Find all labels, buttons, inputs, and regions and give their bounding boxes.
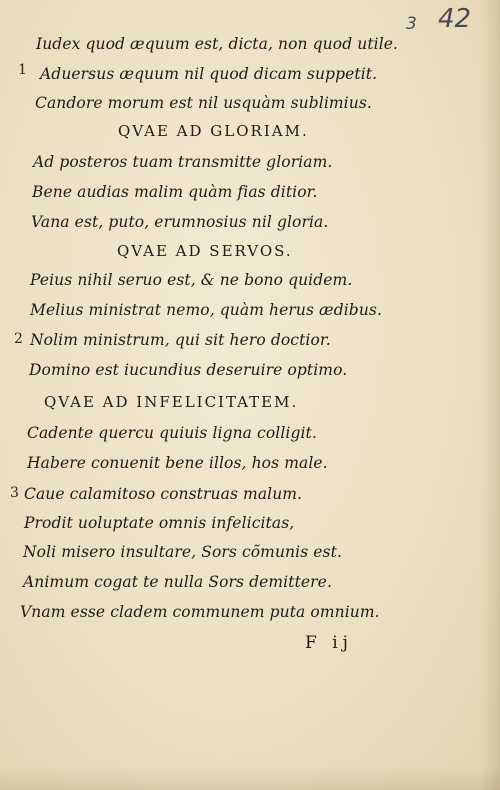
- verse-line: Domino est iucundius deseruire optimo.: [29, 361, 348, 379]
- folio-note-small: 3: [406, 14, 417, 34]
- verse-line: Animum cogat te nulla Sors demittere.: [23, 573, 332, 591]
- verse-line: Candore morum est nil usquàm sublimius.: [35, 94, 372, 112]
- page-bottom-shadow: [0, 766, 500, 790]
- section-heading-servos: QVAE AD SERVOS.: [117, 242, 293, 260]
- verse-line: Prodit uoluptate omnis infelicitas,: [24, 514, 295, 532]
- folio-number: 42: [438, 4, 472, 34]
- margin-number-2: 2: [14, 331, 23, 347]
- verse-line: Vnam esse cladem communem puta omnium.: [20, 603, 380, 621]
- verse-line: Vana est, puto, erumnosius nil gloria.: [31, 213, 329, 231]
- verse-line: Iudex quod æquum est, dicta, non quod utile.: [36, 35, 399, 53]
- page-edge-shadow: [482, 0, 500, 790]
- section-heading-infelicitatem: QVAE AD INFELICITATEM.: [44, 393, 299, 411]
- section-heading-gloriam: QVAE AD GLORIAM.: [118, 122, 309, 140]
- margin-number-1: 1: [18, 62, 27, 78]
- verse-line: Nolim ministrum, qui sit hero doctior.: [30, 331, 331, 349]
- verse-line: Bene audias malim quàm fias ditior.: [32, 183, 318, 201]
- verse-line: Caue calamitoso construas malum.: [24, 485, 303, 503]
- verse-line: Melius ministrat nemo, quàm herus ædibus.: [30, 301, 382, 319]
- verse-line: Cadente quercu quiuis ligna colligit.: [27, 424, 317, 442]
- verse-line: Habere conuenit bene illos, hos male.: [27, 454, 328, 472]
- verse-line: Noli misero insultare, Sors cõmunis est.: [23, 543, 342, 561]
- signature-mark: F ij: [305, 633, 353, 653]
- verse-line: Peius nihil seruo est, & ne bono quidem.: [30, 271, 353, 289]
- verse-line: Ad posteros tuam transmitte gloriam.: [33, 153, 333, 171]
- verse-line: Aduersus æquum nil quod dicam suppetit.: [40, 65, 378, 83]
- margin-number-3: 3: [10, 485, 19, 501]
